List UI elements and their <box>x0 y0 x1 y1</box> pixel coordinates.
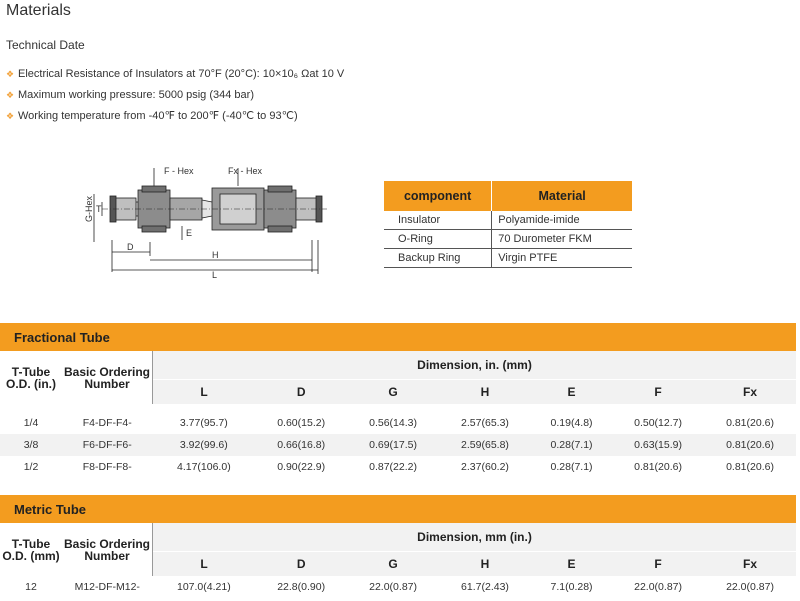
fractional-dimension-table <box>0 351 796 478</box>
section-title: Fractional Tube <box>0 323 796 351</box>
dim-col-header: L <box>153 552 256 577</box>
table-row <box>384 249 632 268</box>
metric-dimension-table <box>0 523 796 598</box>
diamond-bullet-icon: ❖ <box>6 69 15 79</box>
table-cell: Backup Ring <box>384 249 492 268</box>
dim-col-header: E <box>531 380 612 405</box>
materials-header-row <box>384 181 632 211</box>
dim-col-header: E <box>531 552 612 577</box>
spec-item: ❖ Maximum working pressure: 5000 psig (344 bar) <box>6 85 344 106</box>
diamond-bullet-icon: ❖ <box>6 90 15 100</box>
dimension-caption: Dimension, mm (in.) <box>153 523 797 552</box>
label-t: T <box>96 204 102 214</box>
dim-col-header: H <box>439 380 531 405</box>
col-tube-od: T-Tube O.D. (mm) <box>0 523 62 576</box>
section-title: Metric Tube <box>0 495 796 523</box>
dim-col-header: G <box>347 380 439 405</box>
fitting-diagram <box>72 160 332 280</box>
fractional-tube-section <box>0 323 796 478</box>
table-row: 12 M12-DF-M12- 107.0(4.21) 22.8(0.90) 22.0(0.87) 61.7(2.43) 7.1(0.28) 22.0(0.87) 22.0(0.87) <box>25 581 774 593</box>
dim-col-header: D <box>255 552 347 577</box>
label-h: H <box>212 250 219 260</box>
dimension-caption: Dimension, in. (mm) <box>153 351 797 380</box>
table-cell: Insulator <box>384 211 492 230</box>
col-ordering-number: Basic Ordering Number <box>62 523 153 576</box>
dim-col-header: D <box>255 380 347 405</box>
label-g-hex: G-Hex <box>84 195 94 222</box>
table-row <box>384 230 632 249</box>
label-d: D <box>127 242 134 252</box>
spec-list <box>6 64 344 127</box>
section-subtitle: Technical Date <box>6 38 85 52</box>
table-row: 3/8 F6-DF-F6- 3.92(99.6) 0.66(16.8) 0.69(17.5) 2.59(65.8) 0.28(7.1) 0.63(15.9) 0.81(20.6) <box>0 434 796 456</box>
dim-col-header: L <box>153 380 256 405</box>
page-title: Materials <box>6 2 71 19</box>
dim-col-header: F <box>612 380 704 405</box>
materials-table <box>384 181 632 268</box>
table-row <box>384 211 632 230</box>
label-e: E <box>186 228 193 238</box>
diamond-bullet-icon: ❖ <box>6 111 15 121</box>
dim-col-header: F <box>612 552 704 577</box>
col-ordering-number: Basic Ordering Number <box>62 351 153 404</box>
label-fx-hex: Fx - Hex <box>228 166 263 176</box>
table-cell: Virgin PTFE <box>492 249 632 268</box>
table-row: 1/2 F8-DF-F8- 4.17(106.0) 0.90(22.9) 0.87(22.2) 2.37(60.2) 0.28(7.1) 0.81(20.6) 0.81(20.6) <box>23 461 774 473</box>
dim-col-header: Fx <box>704 552 796 577</box>
table-row <box>0 404 796 412</box>
table-cell: 70 Durometer FKM <box>492 230 632 249</box>
spec-item: ❖ Working temperature from -40℉ to 200℉ (-40℃ to 93℃) <box>6 106 344 127</box>
col-tube-od: T-Tube O.D. (in.) <box>0 351 62 404</box>
table-cell: O-Ring <box>384 230 492 249</box>
materials-col-header: Material <box>492 181 632 211</box>
dim-col-header: G <box>347 552 439 577</box>
table-cell: Polyamide-imide <box>492 211 632 230</box>
metric-tube-section <box>0 495 796 598</box>
spec-item: ❖ Electrical Resistance of Insulators at 70°F (20°C): 10×10₆ Ωat 10 V <box>6 64 344 85</box>
dim-col-header: H <box>439 552 531 577</box>
table-row: 1/4 F4-DF-F4- 3.77(95.7) 0.60(15.2) 0.56(14.3) 2.57(65.3) 0.19(4.8) 0.50(12.7) 0.81(20.6) <box>23 417 774 429</box>
dim-col-header: Fx <box>704 380 796 405</box>
label-l: L <box>212 270 218 280</box>
label-f-hex: F - Hex <box>164 166 194 176</box>
materials-col-header: component <box>384 181 492 211</box>
